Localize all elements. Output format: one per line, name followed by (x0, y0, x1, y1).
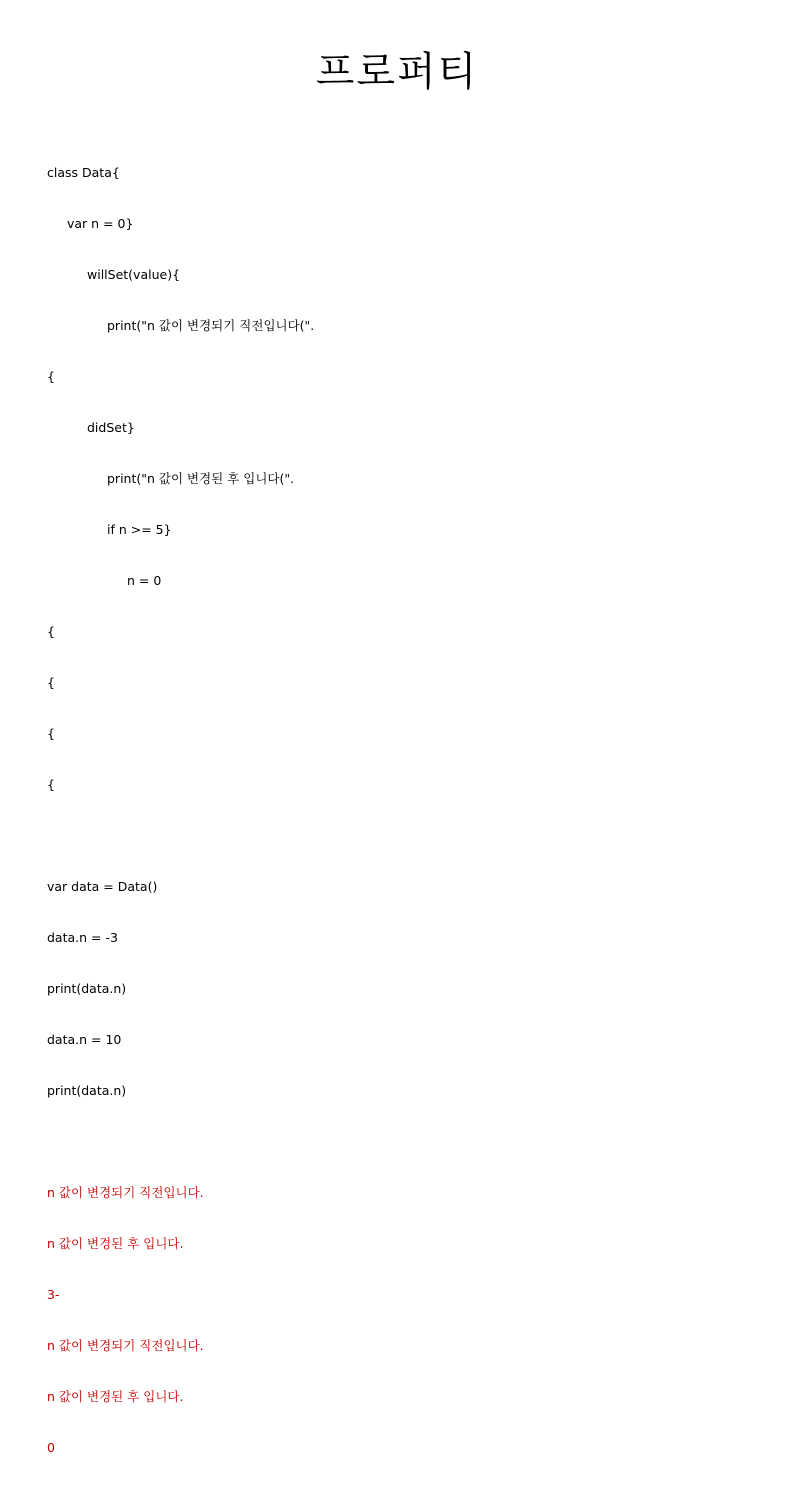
code-line: { (47, 624, 55, 639)
output-line: n 값이 변경되기 직전입니다. (47, 1185, 204, 1200)
output-line: 3- (47, 1287, 60, 1302)
code-line: data.n = -3 (47, 930, 118, 945)
code-line: { (47, 726, 55, 741)
code-line: print("n 값이 변경되기 직전입니다(". (107, 318, 315, 333)
code-line: class Data{ (47, 165, 120, 180)
code-line: var n = 0} (67, 216, 134, 231)
code-line: n = 0 (127, 573, 162, 588)
slide-title: 프로퍼티 (315, 49, 479, 95)
output-line: n 값이 변경되기 직전입니다. (47, 1338, 204, 1353)
code-line: print(data.n) (47, 981, 127, 996)
output-line: n 값이 변경된 후 입니다. (47, 1236, 184, 1251)
code-line: data.n = 10 (47, 1032, 122, 1047)
code-line: { (47, 777, 55, 792)
blank-line (47, 827, 747, 844)
code-block (47, 130, 747, 1490)
code-line: didSet} (87, 420, 135, 435)
code-line: { (47, 675, 55, 690)
code-line: print(data.n) (47, 1083, 127, 1098)
code-line: willSet(value){ (87, 267, 181, 282)
code-line: if n >= 5} (107, 522, 172, 537)
code-line: print("n 값이 변경된 후 입니다(". (107, 471, 295, 486)
blank-line (47, 1133, 747, 1150)
output-line: n 값이 변경된 후 입니다. (47, 1389, 184, 1404)
code-line: var data = Data() (47, 879, 158, 894)
output-line: 0 (47, 1440, 55, 1455)
code-line: { (47, 369, 55, 384)
